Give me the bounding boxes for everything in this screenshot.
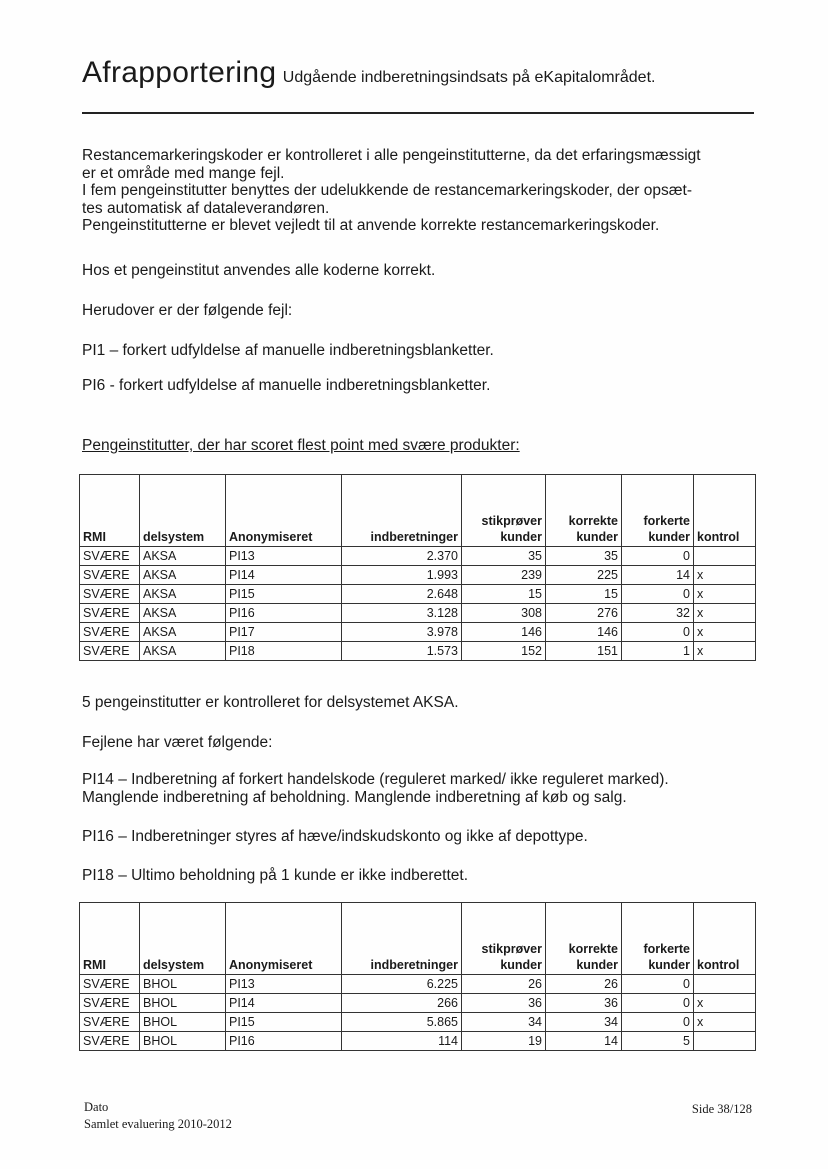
cell-anonymiseret: PI16	[226, 1032, 342, 1051]
cell-kontrol: x	[694, 1013, 756, 1032]
col-delsystem: delsystem	[140, 475, 226, 547]
col-stikproever-line2: kunder	[500, 958, 542, 972]
col-korrekte-line2: kunder	[576, 958, 618, 972]
cell-korrekte: 225	[546, 566, 622, 585]
cell-anonymiseret: PI14	[226, 994, 342, 1013]
table-row	[80, 642, 756, 661]
cell-indberetninger: 1.993	[342, 566, 462, 585]
page-title	[82, 56, 655, 90]
col-anonymiseret: Anonymiseret	[226, 475, 342, 547]
cell-stikproever: 239	[462, 566, 546, 585]
col-rmi: RMI	[80, 475, 140, 547]
cell-forkerte: 0	[622, 994, 694, 1013]
cell-anonymiseret: PI14	[226, 566, 342, 585]
cell-rmi: SVÆRE	[80, 994, 140, 1013]
cell-stikproever: 146	[462, 623, 546, 642]
col-korrekte-line2: kunder	[576, 530, 618, 544]
intro-line-4: tes automatisk af dataleverandøren.	[82, 199, 330, 217]
col-kontrol: kontrol	[694, 903, 756, 975]
intro-line-2: er et område med mange fejl.	[82, 164, 285, 182]
cell-delsystem: BHOL	[140, 994, 226, 1013]
cell-rmi: SVÆRE	[80, 623, 140, 642]
cell-delsystem: AKSA	[140, 623, 226, 642]
cell-kontrol: x	[694, 642, 756, 661]
cell-forkerte: 0	[622, 585, 694, 604]
cell-forkerte: 1	[622, 642, 694, 661]
cell-kontrol: x	[694, 604, 756, 623]
cell-stikproever: 19	[462, 1032, 546, 1051]
cell-delsystem: AKSA	[140, 585, 226, 604]
cell-forkerte: 5	[622, 1032, 694, 1051]
col-stikproever	[462, 475, 546, 547]
intro-line-3: I fem pengeinstitutter benyttes der udelukkende de restancemarkeringskoder, der opsæt-	[82, 182, 693, 199]
cell-anonymiseret: PI13	[226, 547, 342, 566]
title-divider	[82, 112, 754, 114]
cell-korrekte: 15	[546, 585, 622, 604]
bhol-header-row	[80, 903, 756, 975]
cell-forkerte: 0	[622, 975, 694, 994]
cell-indberetninger: 2.370	[342, 547, 462, 566]
cell-forkerte: 32	[622, 604, 694, 623]
cell-rmi: SVÆRE	[80, 642, 140, 661]
aksa-table	[79, 474, 756, 661]
paragraph-errors-list-intro: Fejlene har været følgende:	[82, 734, 273, 751]
table-row	[80, 547, 756, 566]
col-forkerte-line2: kunder	[648, 530, 690, 544]
cell-korrekte: 26	[546, 975, 622, 994]
cell-kontrol: x	[694, 566, 756, 585]
cell-anonymiseret: PI18	[226, 642, 342, 661]
section-heading: Pengeinstitutter, der har scoret flest point med svære produkter:	[82, 437, 520, 454]
col-forkerte-line2: kunder	[648, 958, 690, 972]
cell-rmi: SVÆRE	[80, 1032, 140, 1051]
cell-korrekte: 34	[546, 1013, 622, 1032]
cell-anonymiseret: PI15	[226, 585, 342, 604]
bhol-table	[79, 902, 756, 1051]
col-forkerte-line1: forkerte	[643, 514, 690, 528]
cell-kontrol	[694, 1032, 756, 1051]
cell-indberetninger: 3.978	[342, 623, 462, 642]
paragraph-pi6: PI6 - forkert udfyldelse af manuelle indberetningsblanketter.	[82, 377, 491, 394]
cell-indberetninger: 1.573	[342, 642, 462, 661]
cell-rmi: SVÆRE	[80, 604, 140, 623]
table-row	[80, 975, 756, 994]
cell-kontrol: x	[694, 994, 756, 1013]
aksa-header-row	[80, 475, 756, 547]
col-korrekte-line1: korrekte	[568, 514, 618, 528]
title-subtitle: Udgående indberetningsindsats på eKapitalområdet.	[282, 69, 656, 86]
col-stikproever	[462, 903, 546, 975]
pi14-line-1: PI14 – Indberetning af forkert handelskode (reguleret marked/ ikke reguleret marked).	[82, 771, 669, 788]
cell-kontrol: x	[694, 623, 756, 642]
cell-delsystem: BHOL	[140, 1032, 226, 1051]
cell-stikproever: 36	[462, 994, 546, 1013]
cell-delsystem: AKSA	[140, 604, 226, 623]
col-stikproever-line2: kunder	[500, 530, 542, 544]
footer-document-name: Samlet evaluering 2010-2012	[84, 1117, 232, 1131]
cell-anonymiseret: PI13	[226, 975, 342, 994]
intro-line-1: Restancemarkeringskoder er kontrolleret i alle pengeinstitutterne, da det erfaringsmæssigt	[82, 147, 701, 164]
title-main: Afrapportering	[82, 56, 277, 89]
intro-paragraph	[82, 147, 762, 235]
col-korrekte	[546, 903, 622, 975]
table-row	[80, 604, 756, 623]
cell-rmi: SVÆRE	[80, 585, 140, 604]
col-stikproever-line1: stikprøver	[481, 514, 542, 528]
col-korrekte	[546, 475, 622, 547]
footer-page-number: Side 38/128	[691, 1102, 752, 1116]
cell-korrekte: 35	[546, 547, 622, 566]
table-row	[80, 623, 756, 642]
cell-rmi: SVÆRE	[80, 975, 140, 994]
cell-stikproever: 34	[462, 1013, 546, 1032]
table-row	[80, 566, 756, 585]
cell-indberetninger: 5.865	[342, 1013, 462, 1032]
cell-korrekte: 146	[546, 623, 622, 642]
cell-delsystem: AKSA	[140, 566, 226, 585]
col-rmi: RMI	[80, 903, 140, 975]
cell-forkerte: 0	[622, 623, 694, 642]
col-forkerte-line1: forkerte	[643, 942, 690, 956]
col-indberetninger: indberetninger	[342, 903, 462, 975]
intro-line-5: Pengeinstitutterne er blevet vejledt til at anvende korrekte restancemarkeringskoder.	[82, 217, 660, 234]
cell-indberetninger: 2.648	[342, 585, 462, 604]
table-row	[80, 1032, 756, 1051]
col-anonymiseret: Anonymiseret	[226, 903, 342, 975]
footer-date-label: Dato	[84, 1100, 109, 1114]
cell-indberetninger: 6.225	[342, 975, 462, 994]
paragraph-correct-codes: Hos et pengeinstitut anvendes alle koderne korrekt.	[82, 262, 436, 279]
cell-kontrol	[694, 547, 756, 566]
paragraph-pi1: PI1 – forkert udfyldelse af manuelle indberetningsblanketter.	[82, 342, 494, 359]
cell-stikproever: 35	[462, 547, 546, 566]
cell-korrekte: 151	[546, 642, 622, 661]
cell-delsystem: BHOL	[140, 1013, 226, 1032]
cell-forkerte: 0	[622, 1013, 694, 1032]
cell-delsystem: AKSA	[140, 642, 226, 661]
cell-korrekte: 276	[546, 604, 622, 623]
cell-rmi: SVÆRE	[80, 1013, 140, 1032]
cell-rmi: SVÆRE	[80, 547, 140, 566]
cell-forkerte: 14	[622, 566, 694, 585]
bhol-table-body	[80, 975, 756, 1051]
pi14-line-2: Manglende indberetning af beholdning. Manglende indberetning af køb og salg.	[82, 788, 627, 806]
cell-rmi: SVÆRE	[80, 566, 140, 585]
aksa-table-body	[80, 547, 756, 661]
cell-stikproever: 26	[462, 975, 546, 994]
col-forkerte	[622, 475, 694, 547]
cell-forkerte: 0	[622, 547, 694, 566]
table-row	[80, 585, 756, 604]
paragraph-aksa-count: 5 pengeinstitutter er kontrolleret for delsystemet AKSA.	[82, 694, 459, 711]
cell-anonymiseret: PI17	[226, 623, 342, 642]
cell-kontrol	[694, 975, 756, 994]
cell-korrekte: 36	[546, 994, 622, 1013]
paragraph-pi18: PI18 – Ultimo beholdning på 1 kunde er ikke indberettet.	[82, 867, 469, 884]
cell-indberetninger: 3.128	[342, 604, 462, 623]
cell-kontrol: x	[694, 585, 756, 604]
col-indberetninger: indberetninger	[342, 475, 462, 547]
paragraph-errors-intro: Herudover er der følgende fejl:	[82, 302, 293, 319]
paragraph-pi14	[82, 771, 762, 806]
paragraph-pi16: PI16 – Indberetninger styres af hæve/indskudskonto og ikke af depottype.	[82, 828, 588, 845]
cell-indberetninger: 266	[342, 994, 462, 1013]
col-delsystem: delsystem	[140, 903, 226, 975]
cell-delsystem: BHOL	[140, 975, 226, 994]
cell-korrekte: 14	[546, 1032, 622, 1051]
col-korrekte-line1: korrekte	[568, 942, 618, 956]
cell-indberetninger: 114	[342, 1032, 462, 1051]
footer-left	[84, 1099, 232, 1133]
col-forkerte	[622, 903, 694, 975]
cell-anonymiseret: PI16	[226, 604, 342, 623]
cell-stikproever: 308	[462, 604, 546, 623]
col-stikproever-line1: stikprøver	[481, 942, 542, 956]
col-kontrol: kontrol	[694, 475, 756, 547]
cell-delsystem: AKSA	[140, 547, 226, 566]
cell-stikproever: 152	[462, 642, 546, 661]
cell-anonymiseret: PI15	[226, 1013, 342, 1032]
table-row	[80, 994, 756, 1013]
table-row	[80, 1013, 756, 1032]
cell-stikproever: 15	[462, 585, 546, 604]
